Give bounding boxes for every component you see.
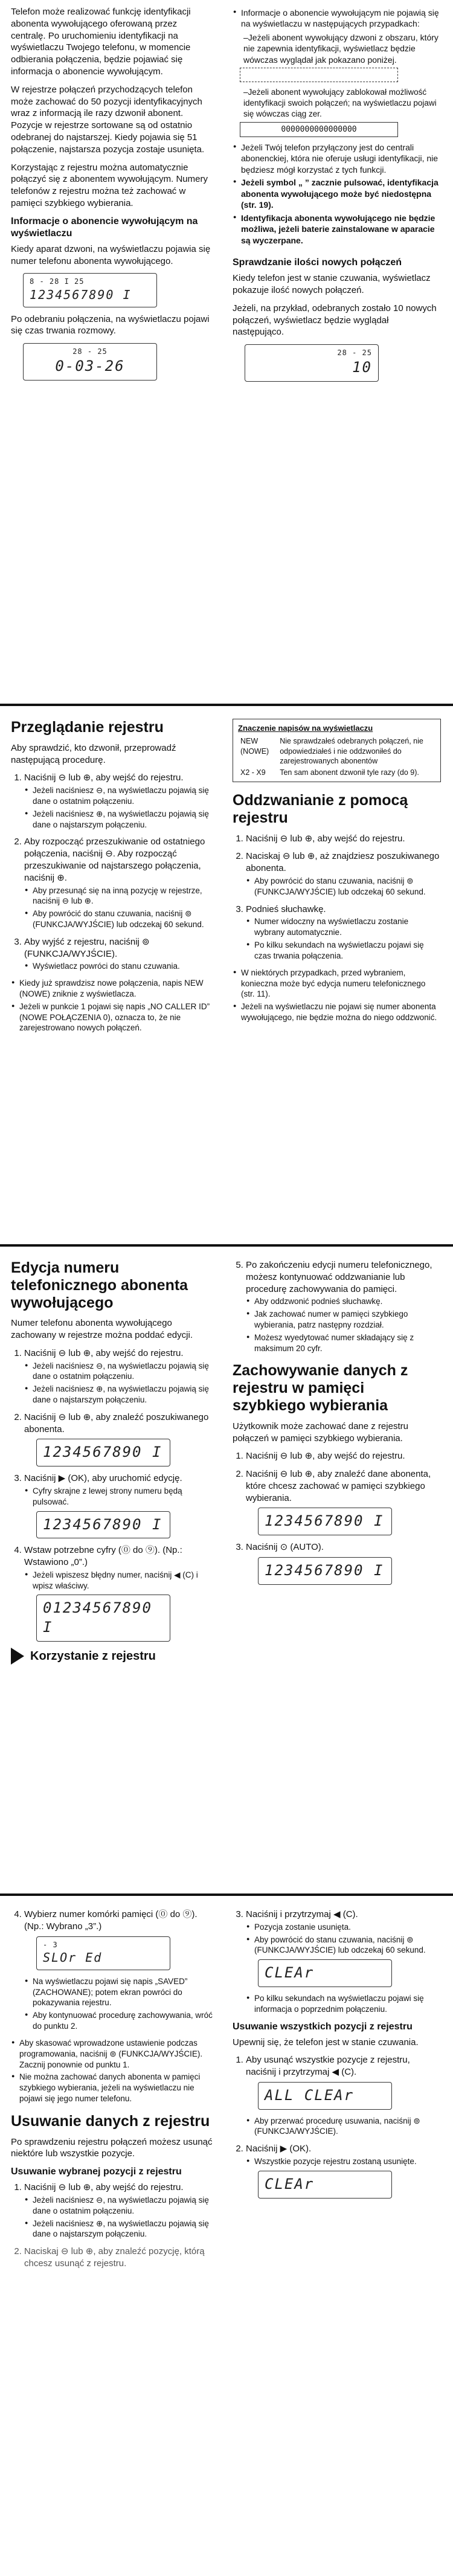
step	[246, 1909, 441, 2015]
lcd-display	[258, 1959, 392, 1987]
section-divider	[0, 1893, 453, 1896]
right-column	[233, 1909, 441, 2205]
lcd-number: 1234567890 I	[265, 1561, 384, 1579]
step-note: ● Jeżeli naciśniesz ⊖, na wyświetlaczu pojawią się dane o ostatnim połączeniu.	[33, 785, 213, 807]
subheading: Informacje o abonencie wywołującym na wyświetlaczu	[11, 216, 198, 239]
note-item: ● Aby skasować wprowadzone ustawienie podczas programowania, naciśnij ⊚ (FUNKCJA/WYJŚCIE). Zacznij ponownie od punktu 1.	[19, 2038, 213, 2070]
step	[24, 1412, 213, 1466]
step-list	[233, 1259, 441, 1354]
step-list	[233, 833, 441, 962]
step-note: ● Jeżeli wpiszesz błędny numer, naciśnij ◀ (C) i wpisz właściwy.	[33, 1570, 213, 1592]
section-delete	[0, 1903, 453, 2576]
sub-note: –Jeżeli abonent wywołujący zablokował możliwość identyfikacji swoich połączeń; na wyświetlaczu pojawi się wówczas ciąg zer.	[243, 88, 437, 118]
lcd-number: 1234567890 I	[43, 1444, 162, 1461]
step-text: Wstaw potrzebne cyfry (⓪ do ⑨). (Np.: Wstawiono „0”.)	[24, 1545, 182, 1568]
lcd-number: 1234567890 I	[30, 287, 132, 303]
section-title: Przeglądanie rejestru	[11, 719, 164, 736]
step	[246, 1259, 441, 1354]
legend-row	[238, 767, 435, 779]
section-caller-id	[0, 0, 453, 701]
step	[24, 1347, 213, 1405]
step-text: Naciśnij ⊖ lub ⊕, aby wejść do rejestru.	[24, 2182, 184, 2193]
step-notes	[24, 1486, 213, 1508]
note-item: ● Jeżeli w punkcie 1 pojawi się napis „NO CALLER ID” (NOWE POŁĄCZENIA 0), oznacza to, że nie zarejestrowano nowych połączeń.	[19, 1001, 213, 1033]
display-legend-box	[233, 719, 441, 782]
subheading: Usuwanie wybranej pozycji z rejestru	[11, 2166, 182, 2177]
step	[246, 2054, 441, 2137]
section-edit-save	[0, 1253, 453, 1890]
step	[246, 850, 441, 897]
right-column	[233, 6, 441, 388]
step-note: ● Jeżeli naciśniesz ⊕, na wyświetlaczu pojawią się dane o najstarszym połączeniu.	[33, 1384, 213, 1405]
legend-table	[238, 736, 435, 778]
lcd-display	[258, 2171, 392, 2199]
right-column	[233, 719, 441, 1026]
step-note: ● Aby powrócić do stanu czuwania, naciśnij ⊚ (FUNKCJA/WYJŚCIE) lub odczekaj 60 sekund.	[33, 908, 213, 930]
note-item: ● Nie można zachować danych abonenta w pamięci szybkiego wybierania, jeżeli na wyświetlaczu nie pojawi się jego numer telefonu.	[19, 2072, 213, 2104]
note-list	[11, 978, 213, 1033]
lcd-display	[258, 2082, 392, 2110]
paragraph: W rejestrze połączeń przychodzących telefon może zachować do 50 pozycji identyfikacyjnych wraz z informacją ile razy dzwonił abonent. Pozycje w rejestrze sortowane są od ostatnio odebranej do najstarszej. Kiedy pojawia się 51 połączenie, najstarsza pozycja zostaje usunięta.	[11, 84, 205, 155]
lcd-count: 10	[352, 358, 372, 376]
lcd-message: CLEAr	[265, 1964, 315, 1982]
step-note: ● Po kilku sekundach na wyświetlaczu pojawi się informacja o poprzednim połączeniu.	[254, 1993, 441, 2015]
paragraph: Kiedy telefon jest w stanie czuwania, wyświetlacz pokazuje ilość nowych połączeń.	[233, 273, 431, 295]
left-column	[11, 1909, 213, 2276]
step-notes	[24, 1361, 213, 1405]
note-item	[241, 7, 441, 65]
section-title: Oddzwanianie z pomocą rejestru	[233, 792, 408, 826]
lcd-number: 1234567890 I	[43, 1515, 162, 1533]
step	[24, 772, 213, 830]
lcd-display	[258, 1557, 392, 1585]
step-list	[233, 1450, 441, 1584]
step-text: Naciśnij ▶ (OK).	[246, 2144, 312, 2154]
step	[24, 1909, 213, 2032]
step-list	[11, 1347, 213, 1642]
step-note: ● Aby przesunąć się na inną pozycję w rejestrze, naciśnij ⊖ lub ⊕.	[33, 885, 213, 907]
step-text: Podnieś słuchawkę.	[246, 904, 326, 914]
step-note: ● Aby powrócić do stanu czuwania, naciśnij ⊚ (FUNKCJA/WYJŚCIE) lub odczekaj 60 sekund.	[254, 876, 441, 898]
note-item: ● Jeżeli na wyświetlaczu nie pojawi się numer abonenta wywołującego, nie będzie można do niego oddzwonić.	[241, 1001, 441, 1023]
step-notes	[24, 1976, 213, 2032]
chapter-banner	[11, 1648, 213, 1665]
lcd-display	[245, 344, 379, 382]
subheading: Sprawdzanie ilości nowych połączeń	[233, 257, 402, 268]
step-list	[233, 1909, 441, 2015]
legend-value: Ten sam abonent dzwonił tyle razy (do 9).	[280, 768, 419, 777]
step-notes	[246, 1922, 441, 1956]
step-note: ● Aby oddzwonić podnieś słuchawkę.	[254, 1296, 441, 1307]
paragraph: Korzystając z rejestru można automatycznie połączyć się z abonentem wywołującym. Numery telefonów z rejestru można też zachować w pamięci szybkiego wybierania.	[11, 162, 208, 208]
step: 2. Naciskaj ⊖ lub ⊕, aby znaleźć pozycję, którą chcesz usunąć z rejestru.	[24, 2246, 213, 2270]
lcd-zeros: 0000000000000000	[240, 122, 398, 137]
step-text: Naciśnij ⊖ lub ⊕, aby znaleźć dane abonenta, które chcesz zachować w pamięci szybkiego wybierania.	[246, 1469, 431, 1503]
sub-note: –Jeżeli abonent wywołujący dzwoni z obszaru, który nie zapewnia identyfikacji, wyświetlacz będzie wówczas wyglądał jak pokazano poniżej.	[243, 32, 439, 65]
step-text: Naciśnij ▶ (OK), aby uruchomić edycję.	[24, 1473, 182, 1484]
paragraph: Numer telefonu abonenta wywołującego zachowany w rejestrze można poddać edycji.	[11, 1318, 193, 1341]
note-list	[233, 142, 441, 246]
step-text: Naciśnij ⊙ (AUTO).	[246, 1542, 324, 1553]
step-text: Po zakończeniu edycji numeru telefonicznego, możesz kontynuować oddzwanianie lub procedurę zachowywania do pamięci.	[246, 1260, 432, 1294]
lcd-duration: 0-03-26	[55, 357, 125, 374]
step-list	[11, 2182, 213, 2270]
step-notes	[246, 876, 441, 898]
step-notes	[24, 1570, 213, 1592]
note-item: ● W niektórych przypadkach, przed wybraniem, konieczna może być edycja numeru telefonicznego (str. 11).	[241, 968, 441, 1000]
step	[24, 936, 213, 972]
step	[246, 1468, 441, 1535]
step-text: Aby rozpocząć przeszukiwanie od ostatniego połączenia, naciśnij ⊖. Aby rozpocząć przeszukiwanie od najstarszego połączenia, naciśnij ⊕.	[24, 837, 205, 883]
step	[246, 2143, 441, 2198]
step-note: ● Jeżeli naciśniesz ⊕, na wyświetlaczu pojawią się dane o najstarszym połączeniu.	[33, 809, 213, 830]
section-view-log	[0, 713, 453, 1241]
note-text: Informacje o abonencie wywołującym nie pojawią się na wyświetlaczu w następujących przypadkach:	[241, 8, 439, 29]
step-notes	[24, 961, 213, 972]
step-note: ● Jeżeli naciśniesz ⊖, na wyświetlaczu pojawią się dane o ostatnim połączeniu.	[33, 2195, 213, 2217]
lcd-date: 8 - 28 I 25	[30, 277, 85, 286]
lcd-date: 28 - 25	[337, 348, 372, 358]
step	[246, 904, 441, 962]
note-list	[233, 968, 441, 1023]
step-text: Naciśnij i przytrzymaj ◀ (C).	[246, 1909, 358, 1919]
banner-text: Korzystanie z rejestru	[30, 1649, 156, 1663]
step-list	[233, 2054, 441, 2198]
step-note: ● Aby powrócić do stanu czuwania, naciśnij ⊚ (FUNKCJA/WYJŚCIE) lub odczekaj 60 sekund.	[254, 1935, 441, 1956]
lcd-display	[258, 1508, 392, 1535]
left-column	[11, 6, 213, 387]
step-note: ● Aby kontynuować procedurę zachowywania, wróć do punktu 2.	[33, 2010, 213, 2032]
step: 1. Naciśnij ⊖ lub ⊕, aby wejść do rejestru.	[246, 833, 441, 845]
paragraph: Użytkownik może zachować dane z rejestru połączeń w pamięci szybkiego wybierania.	[233, 1421, 408, 1444]
step-notes	[246, 1296, 441, 1354]
step-text: Aby wyjść z rejestru, naciśnij ⊚ (FUNKCJA/WYJŚCIE).	[24, 936, 150, 959]
step-text: Aby usunąć wszystkie pozycje z rejestru, naciśnij i przytrzymaj ◀ (C).	[246, 2055, 410, 2078]
paragraph: Telefon może realizować funkcję identyfikacji abonenta wywołującego oferowaną przez centralę. Po uruchomieniu identyfikacji na wyświetlaczu Twojego telefonu, w momencie odbierania połączenia, będzie pojawiać się informacja o abonencie wywołującym.	[11, 7, 191, 77]
step-text: Naciśnij ⊖ lub ⊕, aby wejść do rejestru.	[24, 1347, 184, 1358]
lcd-message: CLEAr	[265, 2175, 315, 2192]
paragraph: Kiedy aparat dzwoni, na wyświetlaczu pojawia się numer telefonu abonenta wywołującego.	[11, 243, 211, 266]
lcd-display	[36, 1595, 170, 1641]
step-note: ● Jeżeli naciśniesz ⊕, na wyświetlaczu pojawią się dane o najstarszym połączeniu.	[33, 2218, 213, 2240]
note-list	[233, 7, 441, 65]
step-note: ● Na wyświetlaczu pojawi się napis „SAVED” (ZACHOWANE); potem ekran powróci do pokazywania rejestru.	[33, 1976, 213, 2008]
right-column	[233, 1259, 441, 1591]
step-notes	[246, 2156, 441, 2167]
legend-key: X2 - X9	[240, 768, 266, 777]
step-list	[11, 1909, 213, 2032]
step-notes	[24, 2195, 213, 2240]
section-divider	[0, 704, 453, 706]
lcd-date: 28 - 25	[72, 347, 108, 356]
paragraph: Po odebraniu połączenia, na wyświetlaczu pojawi się czas trwania rozmowy.	[11, 313, 210, 336]
step-note: ● Aby przerwać procedurę usuwania, naciśnij ⊚ (FUNKCJA/WYJŚCIE).	[254, 2116, 441, 2138]
step-notes	[24, 885, 213, 930]
legend-title: Znaczenie napisów na wyświetlaczu	[238, 724, 373, 733]
step-note: ● Cyfry skrajne z lewej strony numeru będą pulsować.	[33, 1486, 213, 1508]
step	[24, 1544, 213, 1642]
lcd-display	[36, 1439, 170, 1466]
lcd-message: ALL CLEAr	[265, 2086, 355, 2104]
legend-row	[238, 736, 435, 767]
step-note: ● Jeżeli naciśniesz ⊖, na wyświetlaczu pojawią się dane o ostatnim połączeniu.	[33, 1361, 213, 1383]
step-note: ● Po kilku sekundach na wyświetlaczu pojawi się czas trwania połączenia.	[254, 940, 441, 962]
step-note: ● Numer widoczny na wyświetlaczu zostanie wybrany automatycznie.	[254, 916, 441, 938]
section-divider	[0, 1244, 453, 1247]
lcd-slot: - 3	[43, 1940, 58, 1949]
note-item: ● Identyfikacja abonenta wywołującego nie będzie możliwa, jeżeli baterie zainstalowane w aparacie są wyczerpane.	[241, 213, 441, 246]
legend-key: NEW (NOWE)	[240, 737, 269, 756]
step-text: Naciskaj ⊖ lub ⊕, aż znajdziesz poszukiwanego abonenta.	[246, 851, 440, 874]
lcd-display	[23, 273, 157, 307]
lcd-dashes	[240, 68, 398, 82]
legend-value: Nie sprawdzałeś odebranych połączeń, nie odpowiedziałeś i nie oddzwoniłeś do zarejestrowanych abonentów	[280, 737, 423, 766]
section-title: Zachowywanie danych z rejestru w pamięci szybkiego wybierania	[233, 1362, 408, 1414]
lcd-number: 01234567890 I	[43, 1599, 152, 1636]
step-note: ● Pozycja zostanie usunięta.	[254, 1922, 441, 1933]
lcd-display	[36, 1511, 170, 1539]
note-list	[11, 2038, 213, 2104]
section-title: Edycja numeru telefonicznego abonenta wywołującego	[11, 1259, 188, 1311]
note-item: ● Jeżeli Twój telefon przyłączony jest do centrali abonenckiej, która nie oferuje usługi identyfikacji, nie będziesz mógł korzystać z tych funkcji.	[241, 142, 441, 175]
step	[24, 1473, 213, 1538]
paragraph: Upewnij się, że telefon jest w stanie czuwania.	[233, 2037, 419, 2048]
left-column	[11, 1259, 213, 1677]
lcd-display	[36, 1936, 170, 1970]
step-notes	[246, 2116, 441, 2138]
step-notes	[24, 785, 213, 830]
lcd-number: 1234567890 I	[265, 1512, 384, 1530]
paragraph: Aby sprawdzić, kto dzwonił, przeprowadź następującą procedurę.	[11, 742, 176, 765]
step-note: ● Wyświetlacz powróci do stanu czuwania.	[33, 961, 213, 972]
step-note: ● Wszystkie pozycje rejestru zostaną usunięte.	[254, 2156, 441, 2167]
paragraph: Po sprawdzeniu rejestru połączeń możesz usunąć niektóre lub wszystkie pozycje.	[11, 2136, 213, 2159]
step-note: ● Możesz wyedytować numer składający się z maksimum 20 cyfr.	[254, 1332, 441, 1354]
step: 1. Naciśnij ⊖ lub ⊕, aby wejść do rejestru.	[246, 1450, 441, 1462]
subheading: Usuwanie wszystkich pozycji z rejestru	[233, 2021, 413, 2032]
step-list	[11, 772, 213, 972]
step-note: ● Jak zachować numer w pamięci szybkiego wybierania, patrz następny rozdział.	[254, 1309, 441, 1331]
step-notes	[246, 1993, 441, 2015]
step	[24, 2182, 213, 2240]
lcd-message: SLOr Ed	[43, 1950, 103, 1965]
step-notes	[246, 916, 441, 961]
step	[246, 1541, 441, 1584]
paragraph: Jeżeli, na przykład, odebranych zostało 10 nowych połączeń, wyświetlacz będzie wyglądał następująco.	[233, 303, 437, 338]
lcd-display	[23, 343, 157, 381]
step-text: Wybierz numer komórki pamięci (⓪ do ⑨). (Np.: Wybrano „3”.)	[24, 1909, 198, 1932]
step-text: Naciśnij ⊖ lub ⊕, aby znaleźć poszukiwanego abonenta.	[24, 1412, 209, 1434]
step	[24, 836, 213, 930]
section-title: Usuwanie danych z rejestru	[11, 2112, 210, 2130]
step-text: Naciśnij ⊖ lub ⊕, aby wejść do rejestru.	[24, 772, 184, 783]
arrow-right-icon	[11, 1648, 24, 1665]
note-item: ● Kiedy już sprawdzisz nowe połączenia, napis NEW (NOWE) zniknie z wyświetlacza.	[19, 978, 213, 1000]
note-item: ● Jeżeli symbol „ ” zacznie pulsować, identyfikacja abonenta wywołującego może być niedostępna (str. 19).	[241, 177, 441, 210]
left-column	[11, 719, 213, 1036]
